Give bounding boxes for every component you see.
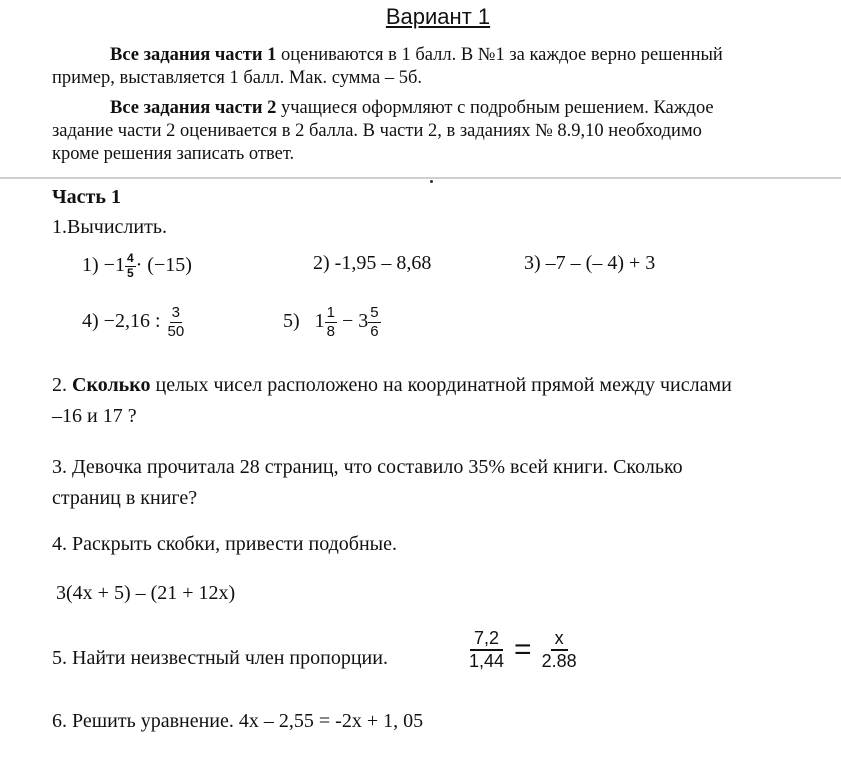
task2: 2. Сколько целых чисел расположено на координатной прямой между числами –16 и 17 ? — [52, 374, 732, 427]
variant-title: Вариант 1 — [385, 4, 491, 29]
task1-expr-2: 2) -1,95 – 8,68 — [313, 252, 432, 274]
task1-expr-1: 1) −1 $\frac{4}{5}$ · (−15) — [82, 251, 192, 280]
intro-1-line2: пример, выставляется 1 балл. Мак. сумма – 5б. — [52, 68, 422, 88]
fraction-4-5: $\frac{4}{5}$ — [126, 251, 134, 280]
task6: 6. Решить уравнение. 4x – 2,55 = -2x + 1, 05 — [52, 710, 424, 732]
fraction-3-50: $\frac{3}{50}$ — [167, 304, 185, 340]
proportion-left-fraction: $\frac{7,2}{1,44}$ — [469, 628, 505, 671]
intro-2-line1: учащиеся оформляют с подробным решением. Каждое — [276, 98, 714, 118]
proportion-right-fraction: $\frac{x}{2.88}$ — [541, 628, 577, 671]
task1-expr-4: 4) −2,16 : $\frac{3}{50}$ — [82, 304, 185, 340]
task1-expr-5: 5) 1 $\frac{1}{8}$ − 3 $\frac{5}{6}$ — [283, 304, 379, 340]
divider-dot — [430, 180, 433, 183]
task1-expr-3: 3) –7 – (– 4) + 3 — [524, 252, 656, 274]
fraction-5-6: $\frac{5}{6}$ — [370, 304, 379, 340]
intro-paragraph-2 — [52, 97, 714, 166]
intro-2-line2: задание части 2 оценивается в 2 балла. В части 2, в заданиях № 8.9,10 необходимо — [52, 121, 702, 141]
intro-2-bold: Все задания части 2 — [110, 98, 277, 118]
task4-expression: 3(4x + 5) – (21 + 12x) — [56, 582, 236, 604]
task5-proportion — [467, 629, 579, 671]
task3: 3. Девочка прочитала 28 страниц, что составило 35% всей книги. Сколько страниц в книге? — [52, 456, 683, 509]
part-heading: Часть 1 — [52, 186, 121, 208]
section-divider — [0, 177, 841, 179]
task1-label: 1.Вычислить. — [52, 216, 167, 238]
intro-paragraph-1 — [52, 44, 723, 90]
fraction-1-8: $\frac{1}{8}$ — [326, 304, 336, 340]
task5-label: 5. Найти неизвестный член пропорции. — [52, 647, 388, 669]
intro-2-line3: кроме решения записать ответ. — [52, 144, 295, 164]
equals-sign: = — [514, 633, 532, 667]
intro-1-bold: Все задания части 1 — [110, 45, 277, 65]
task4-label: 4. Раскрыть скобки, привести подобные. — [52, 533, 397, 555]
intro-1-line1: оцениваются в 1 балл. В №1 за каждое верно решенный — [276, 45, 723, 65]
